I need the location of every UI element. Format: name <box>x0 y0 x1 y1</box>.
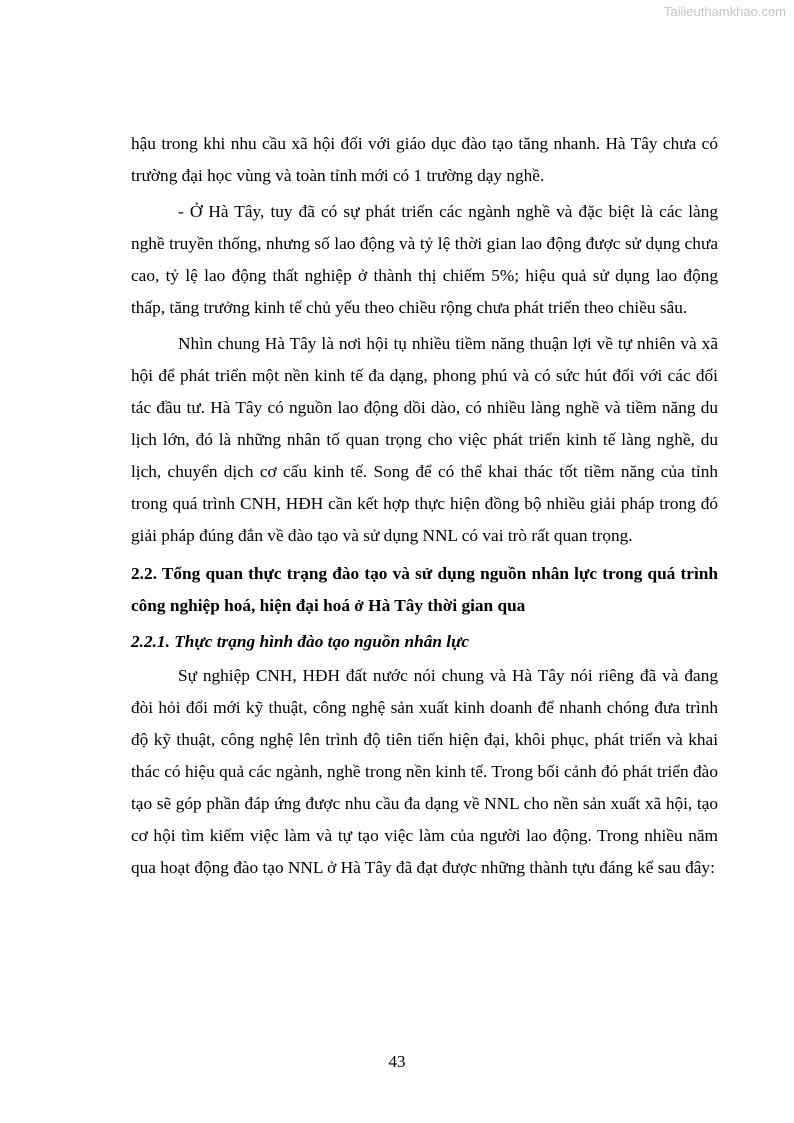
watermark-text: Tailieuthamkhao.com <box>663 4 786 19</box>
paragraph-labor-usage: - Ở Hà Tây, tuy đã có sự phát triển các ngành nghề và đặc biệt là các làng nghề truyền thống, nhưng số lao động và tỷ lệ thời gian lao động được sử dụng chưa cao, tỷ lệ lao động thất nghiệp ở thành thị chiếm 5%; hiệu quả sử dụng lao động thấp, tăng trưởng kinh tế chủ yếu theo chiều rộng chưa phát triển theo chiều sâu. <box>131 202 718 317</box>
subsection-heading: 2.2.1. Thực trạng hình đào tạo nguồn nhân lực <box>131 632 470 651</box>
page-number: 43 <box>388 1052 406 1071</box>
page-body <box>131 128 718 888</box>
paragraph-continuation: hậu trong khi nhu cầu xã hội đối với giáo dục đào tạo tăng nhanh. Hà Tây chưa có trường đại học vùng và toàn tỉnh mới có 1 trường dạy nghề. <box>131 134 718 185</box>
paragraph-overview: Nhìn chung Hà Tây là nơi hội tụ nhiều tiềm năng thuận lợi về tự nhiên và xã hội để phát triển một nền kinh tế đa dạng, phong phú và có sức hút đối với các đối tác đầu tư. Hà Tây có nguồn lao động dồi dào, có nhiều làng nghề và tiềm năng du lịch lớn, đó là những nhân tố quan trọng cho việc phát triển kinh tế làng nghề, du lịch, chuyển dịch cơ cấu kinh tế. Song để có thể khai thác tốt tiềm năng của tỉnh trong quá trình CNH, HĐH cần kết hợp thực hiện đồng bộ nhiều giải pháp trong đó giải pháp đúng đắn về đào tạo và sử dụng NNL có vai trò rất quan trọng. <box>131 334 718 545</box>
paragraph-training-context: Sự nghiệp CNH, HĐH đất nước nói chung và Hà Tây nói riêng đã và đang đòi hỏi đổi mới kỹ thuật, công nghệ sản xuất kinh doanh để nhanh chóng đưa trình độ kỹ thuật, công nghệ lên trình độ tiên tiến hiện đại, khôi phục, phát triển và khai thác có hiệu quả các ngành, nghề trong nền kinh tế. Trong bối cảnh đó phát triển đào tạo sẽ góp phần đáp ứng được nhu cầu đa dạng về NNL cho nền sản xuất xã hội, tạo cơ hội tìm kiếm việc làm và tự tạo việc làm của người lao động. Trong nhiều năm qua hoạt động đào tạo NNL ở Hà Tây đã đạt được những thành tựu đáng kể sau đây: <box>131 666 718 877</box>
section-heading: 2.2. Tổng quan thực trạng đào tạo và sử dụng nguồn nhân lực trong quá trình công nghiệp hoá, hiện đại hoá ở Hà Tây thời gian qua <box>131 564 718 615</box>
